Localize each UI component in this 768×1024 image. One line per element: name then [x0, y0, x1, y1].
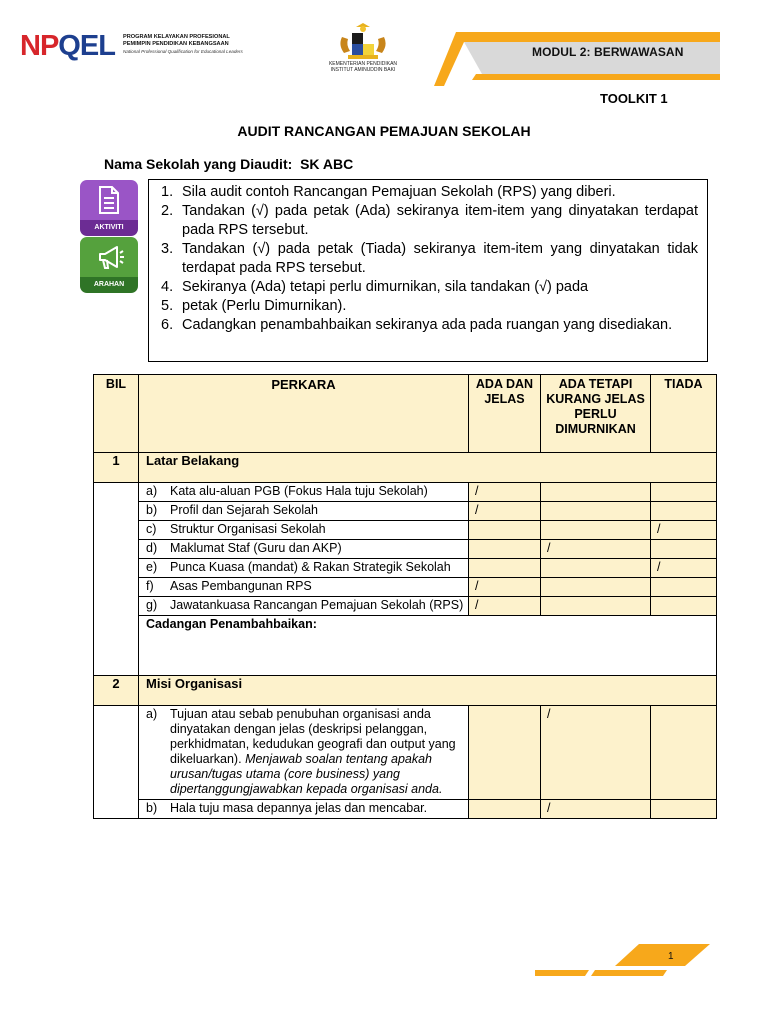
checkbox-kurang[interactable] — [541, 559, 651, 578]
item-text — [170, 522, 464, 537]
npqel-wordmark: NPQEL — [20, 30, 115, 62]
item-description: Kata alu-aluan PGB (Fokus Hala tuju Sekolah) — [170, 484, 428, 498]
school-value: SK ABC — [300, 156, 354, 172]
table-body — [94, 453, 717, 819]
item-text — [170, 484, 464, 499]
checkbox-ada[interactable] — [469, 559, 541, 578]
checkbox-tiada[interactable] — [651, 597, 717, 616]
item-description: Jawatankuasa Rancangan Pemajuan Sekolah (RPS) — [170, 598, 464, 612]
table-row — [94, 540, 717, 559]
ministry-crest: KEMENTERIAN PENDIDIKAN INSTITUT AMINUDDIN BAKI — [318, 23, 408, 73]
item-letter: c) — [146, 522, 157, 536]
checkbox-tiada[interactable] — [651, 483, 717, 502]
bil-cell — [94, 483, 139, 676]
checkbox-tiada[interactable]: / — [651, 521, 717, 540]
aktiviti-badge — [80, 180, 138, 236]
item-description: Struktur Organisasi Sekolah — [170, 522, 326, 536]
page-footer — [535, 944, 710, 976]
table-row — [94, 706, 717, 800]
header-tiada: TIADA — [651, 375, 717, 453]
arahan-badge — [80, 237, 138, 293]
item-text — [170, 707, 464, 797]
item-description: Asas Pembangunan RPS — [170, 579, 312, 593]
item-letter: d) — [146, 541, 158, 555]
checkbox-ada[interactable] — [469, 521, 541, 540]
item-text-wrap — [146, 522, 464, 537]
module-title: MODUL 2: BERWAWASAN — [532, 45, 684, 59]
suggestion-row — [94, 616, 717, 676]
item-letter: g) — [146, 598, 158, 612]
item-letter: f) — [146, 579, 154, 593]
instruction-item: 3. Tandakan (√) pada petak (Tiada) sekiranya item-item yang dinyatakan tidak terdapat pada RPS tersebut. — [161, 241, 698, 276]
checkbox-tiada[interactable] — [651, 578, 717, 597]
item-text-wrap — [146, 707, 464, 797]
checkbox-ada[interactable] — [469, 540, 541, 559]
checkbox-kurang[interactable] — [541, 483, 651, 502]
item-description: Maklumat Staf (Guru dan AKP) — [170, 541, 342, 555]
coat-of-arms-icon — [336, 23, 390, 61]
module-banner — [420, 28, 720, 86]
section-row — [94, 676, 717, 706]
checkbox-tiada[interactable] — [651, 706, 717, 800]
table-row — [94, 559, 717, 578]
table-row — [94, 502, 717, 521]
checkbox-tiada[interactable]: / — [651, 559, 717, 578]
checkbox-kurang[interactable] — [541, 521, 651, 540]
item-text — [170, 503, 464, 518]
header-bil: BIL — [94, 375, 139, 453]
item-letter: b) — [146, 801, 158, 815]
instruction-item: 4. Sekiranya (Ada) tetapi perlu dimurnikan, sila tandakan (√) pada — [161, 279, 589, 295]
item-cell — [139, 540, 469, 559]
megaphone-icon — [97, 243, 125, 271]
school-label: Nama Sekolah yang Diaudit: — [104, 156, 293, 172]
aktiviti-label: AKTIVITI — [80, 220, 138, 236]
checkbox-tiada[interactable] — [651, 540, 717, 559]
instruction-item: 5. petak (Perlu Dimurnikan). — [161, 298, 347, 314]
suggestion-field[interactable]: Cadangan Penambahbaikan: — [139, 616, 717, 676]
checkbox-kurang[interactable] — [541, 597, 651, 616]
item-text — [170, 560, 464, 575]
arahan-label: ARAHAN — [80, 277, 138, 293]
checkbox-kurang[interactable] — [541, 578, 651, 597]
item-description: Punca Kuasa (mandat) & Rakan Strategik Sekolah — [170, 560, 451, 574]
footer-stripe-graphic — [535, 944, 710, 976]
table-row — [94, 578, 717, 597]
checkbox-kurang[interactable]: / — [541, 540, 651, 559]
item-italic-note: Menjawab soalan tentang apakah urusan/tugas utama (core business) yang dipertanggungjawabkan kepada organisasi anda. — [170, 752, 443, 796]
table-row — [94, 483, 717, 502]
checkbox-kurang[interactable] — [541, 502, 651, 521]
section-title: Misi Organisasi — [139, 676, 717, 706]
item-text — [170, 579, 464, 594]
item-text-wrap — [146, 579, 464, 594]
checkbox-tiada[interactable] — [651, 502, 717, 521]
item-cell — [139, 502, 469, 521]
toolkit-label: TOOLKIT 1 — [600, 91, 668, 106]
item-text-wrap — [146, 503, 464, 518]
item-text — [170, 801, 464, 816]
instruction-item: 6. Cadangkan penambahbaikan sekiranya ada pada ruangan yang disediakan. — [161, 317, 673, 333]
instruction-item: 2. Tandakan (√) pada petak (Ada) sekiranya item-item yang dinyatakan terdapat pada RPS tersebut. — [161, 203, 698, 238]
item-text-wrap — [146, 560, 464, 575]
header-kurang: ADA TETAPI KURANG JELAS PERLU DIMURNIKAN — [541, 375, 651, 453]
bil-cell — [94, 706, 139, 819]
table-row — [94, 800, 717, 819]
document-title: AUDIT RANCANGAN PEMAJUAN SEKOLAH — [237, 123, 531, 139]
header-perkara: PERKARA — [139, 375, 469, 453]
checkbox-kurang[interactable]: / — [541, 706, 651, 800]
item-text-wrap — [146, 541, 464, 556]
section-number: 2 — [94, 676, 139, 706]
checkbox-ada[interactable]: / — [469, 483, 541, 502]
header-ada: ADA DAN JELAS — [469, 375, 541, 453]
item-letter: e) — [146, 560, 158, 574]
item-description: Tujuan atau sebab penubuhan organisasi anda dinyatakan dengan jelas (deskripsi pelanggan, perkhidmatan, kedudukan geografi dan output yang dikeluarkan). — [170, 707, 456, 766]
table-header-row — [94, 375, 717, 453]
instructions-list — [161, 183, 698, 335]
item-cell — [139, 559, 469, 578]
section-number: 1 — [94, 453, 139, 483]
checkbox-ada[interactable] — [469, 800, 541, 819]
checkbox-ada[interactable]: / — [469, 578, 541, 597]
item-description: Profil dan Sejarah Sekolah — [170, 503, 319, 517]
item-letter: b) — [146, 503, 158, 517]
item-text — [170, 598, 464, 613]
item-letter: a) — [146, 707, 158, 721]
audit-table — [93, 374, 717, 819]
checkbox-ada[interactable] — [469, 706, 541, 800]
checkbox-ada[interactable]: / — [469, 597, 541, 616]
item-cell — [139, 578, 469, 597]
page-number: 1 — [668, 951, 674, 962]
section-title: Latar Belakang — [139, 453, 717, 483]
item-text — [170, 541, 464, 556]
item-cell — [139, 483, 469, 502]
checkbox-tiada[interactable] — [651, 800, 717, 819]
section-row — [94, 453, 717, 483]
instruction-item: 1. Sila audit contoh Rancangan Pemajuan Sekolah (RPS) yang diberi. — [161, 184, 616, 200]
item-letter: a) — [146, 484, 158, 498]
item-text-wrap — [146, 598, 464, 613]
item-cell — [139, 706, 469, 800]
checkbox-kurang[interactable]: / — [541, 800, 651, 819]
document-icon — [97, 186, 121, 214]
item-text-wrap — [146, 484, 464, 499]
checkbox-ada[interactable]: / — [469, 502, 541, 521]
item-cell — [139, 597, 469, 616]
table-row — [94, 521, 717, 540]
item-cell — [139, 800, 469, 819]
item-cell — [139, 521, 469, 540]
school-name-line — [104, 156, 353, 172]
item-text-wrap — [146, 801, 464, 816]
table-row — [94, 597, 717, 616]
instructions-box — [148, 179, 708, 362]
item-description: Hala tuju masa depannya jelas dan mencabar. — [170, 801, 428, 815]
npqel-subtitle: PROGRAM KELAYAKAN PROFESIONAL PEMIMPIN PENDIDIKAN KEBANGSAAN National Professional Qualification for Educational Leaders — [123, 34, 243, 54]
